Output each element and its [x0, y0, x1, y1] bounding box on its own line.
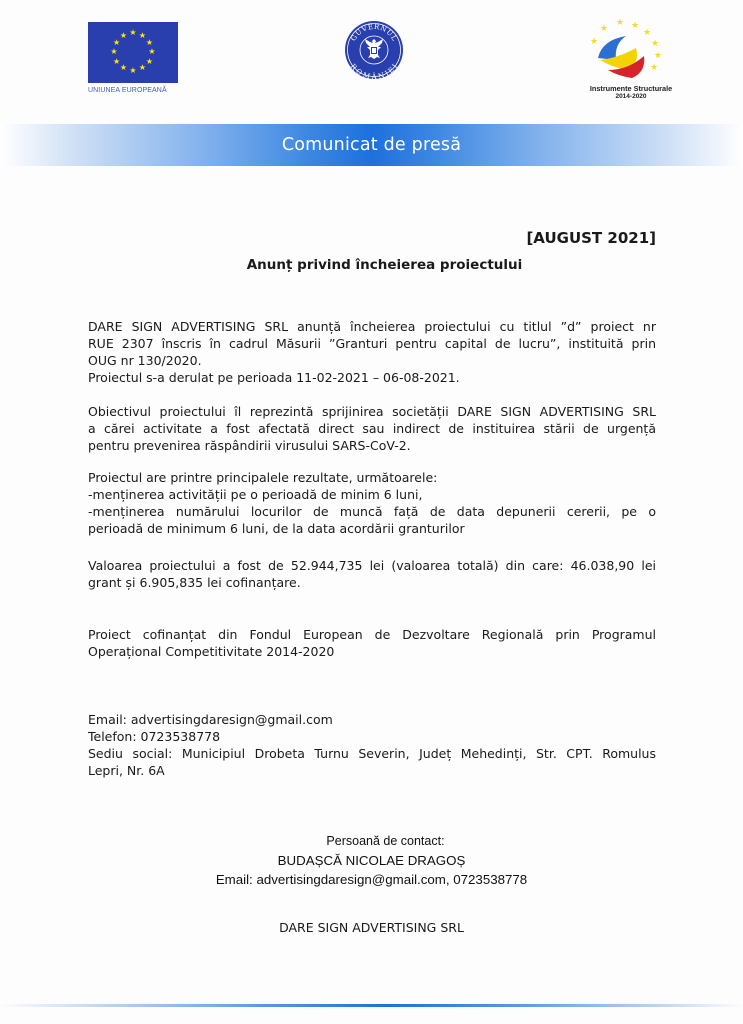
release-date: [AUGUST 2021] — [526, 229, 656, 247]
footer-company-name: DARE SIGN ADVERTISING SRL — [279, 920, 464, 935]
contact-person-block — [0, 832, 743, 889]
eu-star-icon: ★ — [119, 63, 128, 73]
text-line: -menținerea activității pe o perioadă de minim 6 luni, — [88, 487, 423, 502]
document-heading: Anunț privind încheierea proiectului — [246, 257, 523, 273]
text-line: Proiect cofinanțat din Fondul European de Dezvoltare Regională prin Programul — [88, 627, 656, 642]
government-seal-icon — [344, 20, 404, 80]
eu-star-icon: ★ — [138, 63, 147, 73]
eu-star-icon: ★ — [112, 37, 121, 47]
eu-star-icon: ★ — [129, 66, 137, 75]
text-line: Proiectul s-a derulat pe perioada 11-02-2021 – 06-08-2021. — [88, 370, 460, 385]
intro-paragraph — [88, 318, 656, 386]
svg-text:★: ★ — [600, 24, 609, 34]
text-line: Valoarea proiectului a fost de 52.944,735 lei (valoarea totală) din care: 46.038,90 lei — [88, 558, 656, 573]
seal-top-text: GUVERNUL — [349, 22, 399, 43]
structural-instruments-icon — [588, 18, 674, 84]
svg-text:★: ★ — [654, 51, 663, 61]
eu-star-icon: ★ — [119, 30, 128, 40]
romanian-government-seal — [344, 20, 404, 80]
text-line: Operațional Competitivitate 2014-2020 — [88, 644, 335, 659]
caption-line1: Instrumente Structurale — [589, 84, 673, 93]
text-line: a cărei activitate a fost afectată direct sau indirect de instituirea stării de urgență — [88, 421, 656, 436]
text-line: Proiectul are printre principalele rezultate, următoarele: — [88, 470, 438, 485]
eu-logo — [88, 22, 180, 98]
funding-paragraph — [88, 626, 656, 660]
eu-logo-caption: UNIUNEA EUROPEANĂ — [88, 87, 167, 94]
email-line: Email: advertisingdaresign@gmail.com — [88, 712, 333, 727]
contact-person-label: Persoană de contact: — [326, 834, 445, 848]
results-paragraph — [88, 469, 656, 537]
eu-star-icon: ★ — [129, 28, 137, 37]
text-line: RUE 2307 înscris în cadrul Măsurii ”Granturi pentru capital de lucru”, instituită prin — [88, 336, 656, 351]
address-line: Sediu social: Municipiul Drobeta Turnu Severin, Județ Mehedinți, Str. CPT. Romulus — [88, 746, 656, 761]
eu-flag-icon — [88, 22, 178, 83]
structural-instruments-caption — [588, 84, 674, 101]
eu-star-icon: ★ — [148, 47, 156, 56]
company-contact-paragraph — [88, 711, 656, 779]
svg-text:★: ★ — [650, 63, 659, 73]
caption-line2: 2014-2020 — [615, 93, 647, 100]
seal-bottom-text: ROMÂNIEI — [348, 62, 400, 80]
text-line: -menținerea numărului locurilor de muncă față de data depunerii cererii, pe o — [88, 504, 656, 519]
objective-paragraph — [88, 403, 656, 454]
svg-text:★: ★ — [631, 21, 640, 31]
eu-star-icon: ★ — [145, 56, 154, 66]
text-line: DARE SIGN ADVERTISING SRL anunță încheierea proiectului cu titlul ”d” proiect nr — [88, 319, 656, 334]
phone-line: Telefon: 0723538778 — [88, 729, 221, 744]
value-paragraph — [88, 557, 656, 591]
svg-text:★: ★ — [651, 39, 660, 49]
svg-text:★: ★ — [590, 37, 599, 47]
press-release-banner — [0, 124, 743, 166]
text-line: perioadă de minimum 6 luni, de la data acordării granturilor — [88, 521, 465, 536]
contact-person-name: BUDAȘCĂ NICOLAE DRAGOȘ — [277, 853, 466, 868]
text-line: grant și 6.905,835 lei cofinanțare. — [88, 575, 301, 590]
banner-title: Comunicat de presă — [281, 135, 462, 155]
eu-star-icon: ★ — [110, 47, 118, 56]
contact-person-details: Email: advertisingdaresign@gmail.com, 0723538778 — [215, 872, 528, 887]
eu-star-icon: ★ — [138, 30, 147, 40]
eu-star-icon: ★ — [145, 37, 154, 47]
text-line: Obiectivul proiectului îl reprezintă sprijinirea societății DARE SIGN ADVERTISING SRL — [88, 404, 656, 419]
eu-star-icon: ★ — [112, 56, 121, 66]
bottom-divider — [0, 1004, 743, 1007]
svg-text:★: ★ — [643, 28, 652, 38]
structural-instruments-logo — [588, 18, 674, 108]
svg-text:★: ★ — [616, 18, 625, 28]
address-line: Lepri, Nr. 6A — [88, 763, 165, 778]
text-line: OUG nr 130/2020. — [88, 353, 202, 368]
text-line: pentru prevenirea răspândirii virusului SARS-CoV-2. — [88, 438, 411, 453]
